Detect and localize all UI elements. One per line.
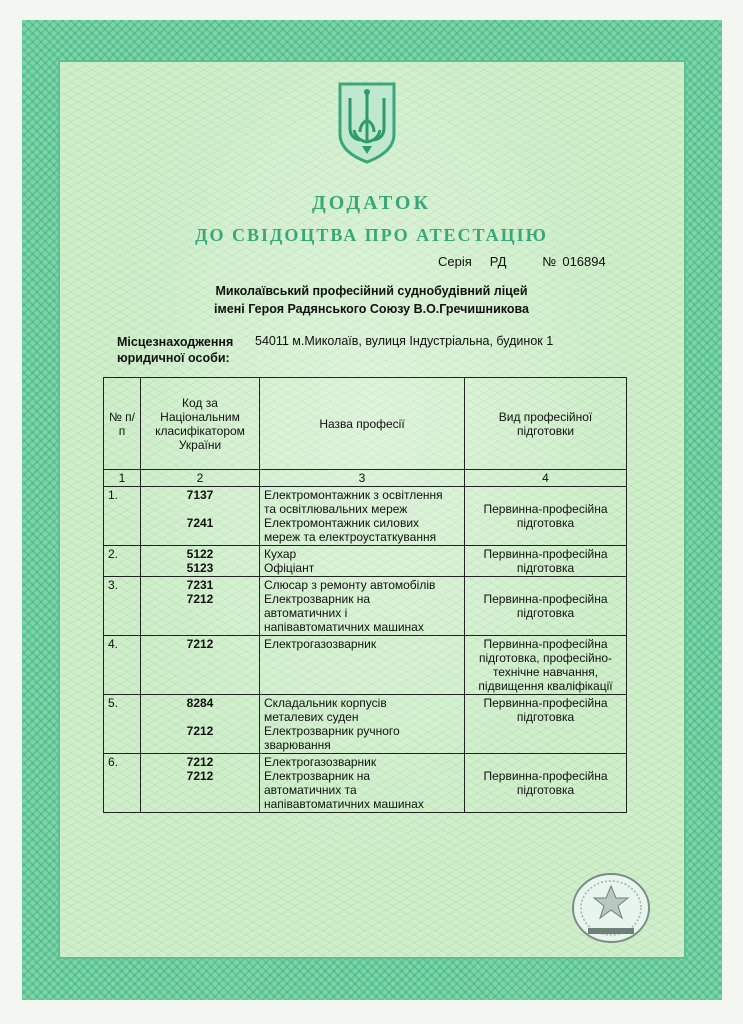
profession-name: автоматичних і xyxy=(264,606,348,620)
profession-name: Електромонтажник силових xyxy=(264,516,420,530)
row-number: 4. xyxy=(104,636,141,695)
training-type: підготовка xyxy=(516,783,575,797)
training-type: підготовка xyxy=(516,561,575,575)
location-label-line1: Місцезнаходження xyxy=(117,335,234,349)
document-subtitle: ДО СВІДОЦТВА ПРО АТЕСТАЦІЮ xyxy=(195,225,548,245)
profession-cell xyxy=(260,577,465,636)
training-cell xyxy=(465,546,627,577)
table-row xyxy=(104,754,627,813)
profession-code: 7212 xyxy=(186,637,214,651)
professions-table xyxy=(103,377,627,813)
profession-name: Електрозварник на xyxy=(264,592,371,606)
profession-code: 7212 xyxy=(186,592,214,606)
hologram-seal-icon xyxy=(570,868,652,944)
row-number: 2. xyxy=(104,546,141,577)
profession-code: 7212 xyxy=(186,755,214,769)
row-number: 1. xyxy=(104,487,141,546)
profession-name: зварювання xyxy=(264,738,331,752)
column-number: 2 xyxy=(141,470,260,487)
profession-code: 5123 xyxy=(186,561,214,575)
training-cell xyxy=(465,754,627,813)
code-cell xyxy=(141,695,260,754)
code-cell xyxy=(141,546,260,577)
number-label: № xyxy=(542,254,557,269)
header-code: Код за Національним класифікатором України xyxy=(141,378,260,470)
training-cell xyxy=(465,636,627,695)
location-label xyxy=(117,334,233,366)
training-type: підготовка, професійно- xyxy=(478,651,612,665)
code-cell xyxy=(141,754,260,813)
profession-code: 7212 xyxy=(186,769,214,783)
document-title: ДОДАТОК xyxy=(312,192,431,214)
profession-name: мереж та електроустаткування xyxy=(264,530,437,544)
profession-name: Електрогазозварник xyxy=(264,755,377,769)
table-row xyxy=(104,695,627,754)
series-value: РД xyxy=(489,254,507,269)
profession-name: Електромонтажник з освітлення xyxy=(264,488,443,502)
profession-cell xyxy=(260,487,465,546)
header-number: № п/п xyxy=(104,378,141,470)
profession-cell xyxy=(260,546,465,577)
training-type: Первинна-професійна xyxy=(483,502,608,516)
profession-name: Складальник корпусів xyxy=(264,696,387,710)
row-number: 3. xyxy=(104,577,141,636)
header-profession: Назва професії xyxy=(260,378,465,470)
organization-name-line2: імені Героя Радянського Союзу В.О.Гречишникова xyxy=(214,302,529,316)
column-number-row xyxy=(104,470,627,487)
series-label: Серія xyxy=(438,254,472,269)
code-cell xyxy=(141,636,260,695)
trident-icon xyxy=(336,80,398,164)
profession-name: Офіціант xyxy=(264,561,315,575)
series-number-line xyxy=(438,254,606,269)
profession-code: 7231 xyxy=(186,578,214,592)
training-type: підготовка xyxy=(516,710,575,724)
profession-code: 8284 xyxy=(186,696,214,710)
training-type: Первинна-професійна xyxy=(483,696,608,710)
training-type: підготовка xyxy=(516,606,575,620)
table-row xyxy=(104,487,627,546)
profession-name: автоматичних та xyxy=(264,783,357,797)
code-cell xyxy=(141,487,260,546)
column-number: 4 xyxy=(465,470,627,487)
profession-cell xyxy=(260,636,465,695)
profession-name: та освітлювальних мереж xyxy=(264,502,408,516)
column-number: 3 xyxy=(260,470,465,487)
training-cell xyxy=(465,577,627,636)
profession-name: напівавтоматичних машинах xyxy=(264,620,424,634)
table-header-row xyxy=(104,378,627,470)
training-type: підвищення кваліфікації xyxy=(478,679,613,693)
organization-name-line1: Миколаївський професійний суднобудівний ліцей xyxy=(215,284,528,298)
table-row xyxy=(104,636,627,695)
profession-name: Кухар xyxy=(264,547,297,561)
profession-name: Електрозварник на xyxy=(264,769,371,783)
training-cell xyxy=(465,487,627,546)
location-label-line2: юридичної особи: xyxy=(117,351,230,365)
profession-name: Електрозварник ручного xyxy=(264,724,400,738)
profession-cell xyxy=(260,695,465,754)
profession-cell xyxy=(260,754,465,813)
profession-code: 7241 xyxy=(186,516,214,530)
training-type: Первинна-професійна xyxy=(483,637,608,651)
profession-code: 5122 xyxy=(186,547,214,561)
table-row xyxy=(104,577,627,636)
row-number: 5. xyxy=(104,695,141,754)
profession-name: металевих суден xyxy=(264,710,359,724)
profession-name: напівавтоматичних машинах xyxy=(264,797,424,811)
table-row xyxy=(104,546,627,577)
training-type: підготовка xyxy=(516,516,575,530)
training-type: Первинна-професійна xyxy=(483,547,608,561)
number-value: 016894 xyxy=(562,254,606,269)
column-number: 1 xyxy=(104,470,141,487)
training-type: Первинна-професійна xyxy=(483,592,608,606)
profession-name: Слюсар з ремонту автомобілів xyxy=(264,578,436,592)
profession-code: 7137 xyxy=(186,488,214,502)
training-type: технічне навчання, xyxy=(492,665,599,679)
training-cell xyxy=(465,695,627,754)
profession-name: Електрогазозварник xyxy=(264,637,377,651)
location-value: 54011 м.Миколаїв, вулиця Індустріальна, будинок 1 xyxy=(255,334,554,348)
code-cell xyxy=(141,577,260,636)
header-training-type: Вид професійної підготовки xyxy=(465,378,627,470)
profession-code: 7212 xyxy=(186,724,214,738)
row-number: 6. xyxy=(104,754,141,813)
training-type: Первинна-професійна xyxy=(483,769,608,783)
